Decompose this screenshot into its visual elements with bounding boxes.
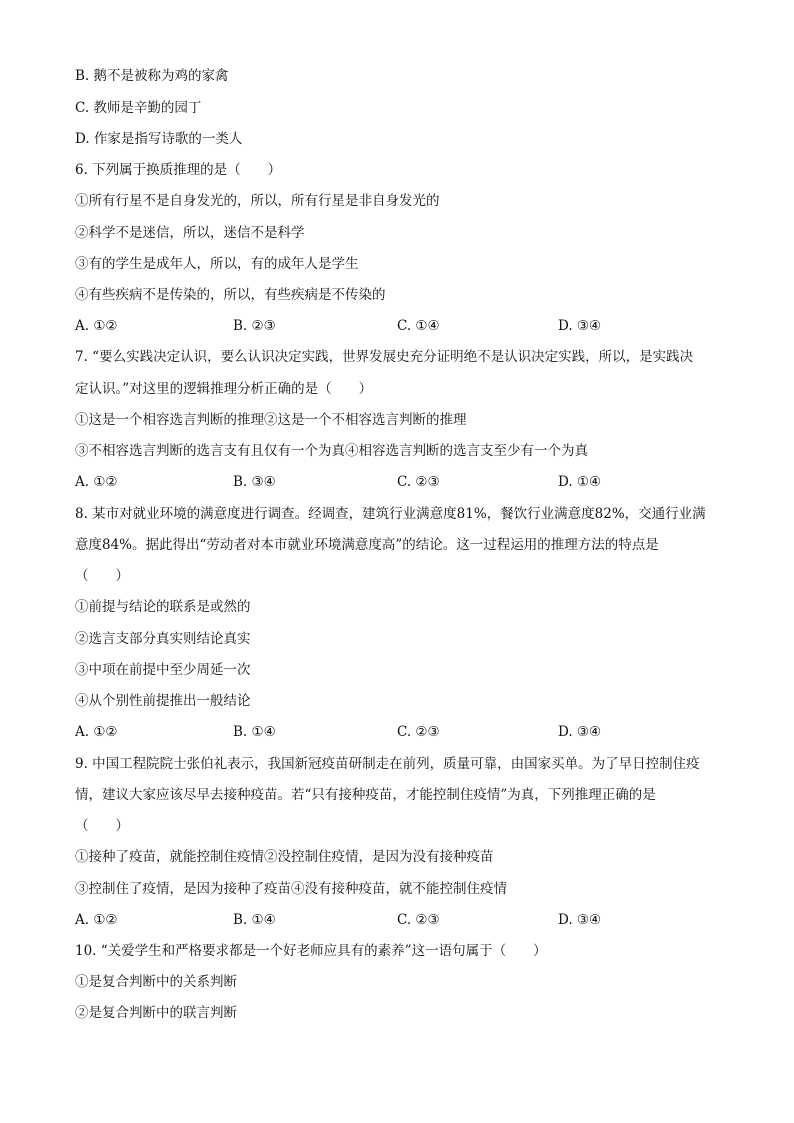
q6-options: [75, 317, 735, 335]
q6-option-c: C. ①④: [397, 318, 440, 334]
q6-option-d: D. ③④: [558, 318, 602, 334]
q7-item-row-1: ①这是一个相容选言判断的推理②这是一个不相容选言判断的推理: [75, 412, 467, 428]
q9-item-row-1: ①接种了疫苗，就能控制住疫情②没控制住疫情，是因为没有接种疫苗: [75, 849, 494, 865]
q9-item-row-2: ③控制住了疫情，是因为接种了疫苗④没有接种疫苗，就不能控制住疫情: [75, 881, 507, 897]
q5-option-c: C. 教师是辛勤的园丁: [75, 100, 202, 116]
q8-stem-line-3: （ ）: [75, 568, 129, 584]
q10-item-2: ②是复合判断中的联言判断: [75, 1005, 237, 1021]
q7-item-row-2: ③不相容选言判断的选言支有且仅有一个为真④相容选言判断的选言支至少有一个为真: [75, 443, 588, 459]
q8-stem-line-2: 意度84%。据此得出“劳动者对本市就业环境满意度高”的结论。这一过程运用的推理方法的特点是: [75, 537, 659, 553]
q8-options: [75, 723, 735, 741]
q10-stem: 10. “关爱学生和严格要求都是一个好老师应具有的素养”这一语句属于（ ）: [75, 943, 547, 959]
q9-stem-line-1: 9. 中国工程院院士张伯礼表示，我国新冠疫苗研制走在前列，质量可靠，由国家买单。为了早日控制住疫: [75, 756, 700, 772]
q9-option-b: B. ①④: [233, 912, 276, 928]
q6-item-1: ①所有行星不是自身发光的，所以，所有行星是非自身发光的: [75, 193, 440, 209]
q7-option-d: D. ①④: [558, 474, 602, 490]
q6-option-b: B. ②③: [233, 318, 276, 334]
q9-option-d: D. ③④: [558, 912, 602, 928]
q8-item-2: ②选言支部分真实则结论真实: [75, 631, 251, 647]
q9-options: [75, 911, 735, 929]
q5-option-d: D. 作家是指写诗歌的一类人: [75, 131, 243, 147]
q6-item-4: ④有些疾病不是传染的，所以，有些疾病是不传染的: [75, 287, 386, 303]
q7-option-c: C. ②③: [397, 474, 440, 490]
q6-option-a: A. ①②: [75, 318, 118, 334]
q6-item-3: ③有的学生是成年人，所以，有的成年人是学生: [75, 256, 359, 272]
q7-stem-line-2: 定认识。”对这里的逻辑推理分析正确的是（ ）: [75, 381, 373, 397]
q7-options: [75, 473, 735, 491]
q8-item-1: ①前提与结论的联系是或然的: [75, 599, 251, 615]
q7-option-b: B. ③④: [233, 474, 276, 490]
q6-item-2: ②科学不是迷信，所以，迷信不是科学: [75, 225, 305, 241]
q8-item-3: ③中项在前提中至少周延一次: [75, 662, 251, 678]
q9-option-c: C. ②③: [397, 912, 440, 928]
q9-stem-line-2: 情，建议大家应该尽早去接种疫苗。若“只有接种疫苗，才能控制住疫情”为真，下列推理正确的是: [75, 787, 656, 803]
q7-stem-line-1: 7. “要么实践决定认识，要么认识决定实践，世界发展史充分证明绝不是认识决定实践，所以，是实践决: [75, 349, 694, 365]
q8-item-4: ④从个别性前提推出一般结论: [75, 693, 251, 709]
q5-option-b: B. 鹅不是被称为鸡的家禽: [75, 68, 229, 84]
q8-option-b: B. ①④: [233, 724, 276, 740]
q6-stem: 6. 下列属于换质推理的是（ ）: [75, 162, 282, 178]
q8-stem-line-1: 8. 某市对就业环境的满意度进行调查。经调查，建筑行业满意度81%，餐饮行业满意度82%，交通行业满: [75, 506, 706, 522]
q9-stem-line-3: （ ）: [75, 818, 129, 834]
q10-item-1: ①是复合判断中的关系判断: [75, 974, 237, 990]
q9-option-a: A. ①②: [75, 912, 118, 928]
q8-option-d: D. ③④: [558, 724, 602, 740]
q8-option-a: A. ①②: [75, 724, 118, 740]
q7-option-a: A. ①②: [75, 474, 118, 490]
q8-option-c: C. ②③: [397, 724, 440, 740]
